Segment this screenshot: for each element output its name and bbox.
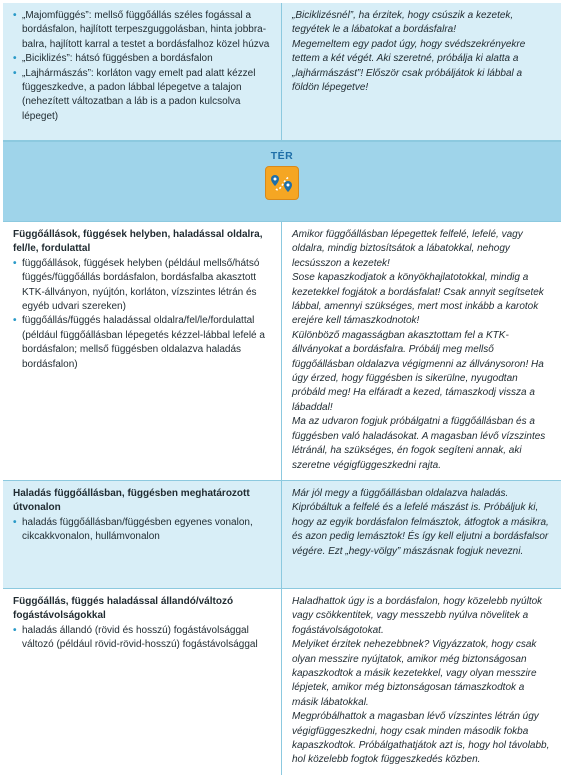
map-route-icon bbox=[265, 166, 299, 200]
instruction-text: Amikor függőállásban lépegettek felfelé, lefelé, vagy oldalra, mindig biztosítsátok a lábatokkal, nehogy lecsússzon a kezetek! bbox=[292, 229, 523, 269]
instruction-text: Megpróbálhattok a magasban lévő vízszintes létrán úgy végigfüggeszkedni, hogy csak minden második fokba kapaszkodtok. Próbálgathatjátok azt is, hogy hol távolabb, hol közelebb fogtok függeszkedés közben. bbox=[292, 711, 550, 766]
skill-heading: Függőállások, függések helyben, haladással oldalra, fel/le, fordulattal bbox=[13, 229, 263, 255]
list-item: • haladás állandó (rövid és hosszú) fogástávolsággal változó (például rövid-rövid-hosszú) fogástávolsággal bbox=[13, 624, 271, 653]
section-header bbox=[3, 141, 561, 222]
skill-cell bbox=[3, 589, 282, 775]
instruction-cell bbox=[282, 481, 561, 588]
list-item: • „Lajhármászás”: korláton vagy emelt pad alatt kézzel függeszkedve, a padon lábbal lépegetve a talajon (nehezített változatban a láb is a padon kulcsolva lépeget) bbox=[13, 67, 271, 125]
table-row bbox=[3, 481, 561, 589]
table-row bbox=[3, 3, 561, 141]
instruction-text: Megemeltem egy padot úgy, hogy svédszekrényekre tettem a két végét. Aki szeretné, próbálja ki alatta a „lajhármászást”! Először csak próbáljátok ki lábbal a földön lépegetve! bbox=[292, 38, 526, 94]
skill-heading: Függőállás, függés haladással állandó/változó fogástávolságokkal bbox=[13, 596, 234, 622]
instruction-text: Ma az udvaron fogjuk próbálgatni a függőállásban és a függésben való haladásokat. A magasban lévő vízszintes létránál, ha szükséges, én fogok segíteni annak, aki szeretne végigfüggeszkedni rajta. bbox=[292, 416, 546, 471]
list-item: • haladás függőállásban/függésben egyenes vonalon, cikcakkvonalon, hullámvonalon bbox=[13, 516, 271, 545]
skill-cell bbox=[3, 222, 282, 480]
list-item: • függőállás/függés haladással oldalra/fel/le/fordulattal (például függőállásban lépegetés kézzel-lábbal lefelé a bordásfalon; mellső függésben oldalazva haladás bordásfalon) bbox=[13, 314, 271, 372]
instruction-text: „Biciklizésnél”, ha érzitek, hogy csúszik a kezetek, tegyétek le a lábatokat a bordásfalra! bbox=[292, 10, 514, 36]
skill-cell bbox=[3, 481, 282, 588]
skill-heading: Haladás függőállásban, függésben meghatározott útvonalon bbox=[13, 488, 250, 514]
list-item: • „Majomfüggés”: mellső függőállás széles fogással a bordásfalon, hajlított terpeszguggolásban, hinta jobbra-balra, hajlított karral a testet a bordásfalhoz közel húzva bbox=[13, 9, 271, 52]
section-title: TÉR bbox=[270, 150, 294, 162]
top-right-cell bbox=[282, 3, 561, 140]
instruction-text: Haladhattok úgy is a bordásfalon, hogy közelebb nyúltok vagy csökkentitek, vagy messzebb nyúlva növelitek a fogástávolságotokat. bbox=[292, 596, 543, 636]
table-row bbox=[3, 222, 561, 481]
list-item: • „Biciklizés”: hátsó függésben a bordásfalon bbox=[13, 52, 271, 66]
instruction-cell bbox=[282, 222, 561, 480]
instruction-text: Különböző magasságban akasztottam fel a KTK-állványokat a bordásfalra. Próbálj meg mellső függőállásban oldalazva végigmenni az állványsoron! Ha úgy érzed, hogy függésben is sikerülne, nyugodtan próbáld meg! Ha elfáradt a kezed, támaszkodj vissza a lábaddal! bbox=[292, 329, 544, 413]
list-item: • függőállások, függések helyben (például mellső/hátsó függés/függőállás bordásfalon, bordásfalba akasztott KTK-állványon, nyújtón, korláton, vízszintes létrán és egyéb udvari szereken) bbox=[13, 257, 271, 315]
table-row bbox=[3, 589, 561, 775]
top-left-cell bbox=[3, 3, 282, 140]
instruction-text: Már jól megy a függőállásban oldalazva haladás. Kipróbáltuk a felfelé és a lefelé mászást is. Próbáljuk ki, hogy az egyik bordásfalon felmásztok, átfogtok a másikra, és azon pedig lemásztok! És így kell eljutni a bordásfalsor végére. Ezt „hegy-völgy” mászásnak fogjuk nevezni. bbox=[292, 488, 549, 557]
instruction-cell bbox=[282, 589, 561, 775]
activity-table bbox=[3, 3, 561, 775]
instruction-text: Sose kapaszkodjatok a könyökhajlatotokkal, mindig a kezetekkel fogjátok a bordásfalat! Csak annyit segítsetek lábbal, amennyi szükséges, mert most inkább a karotok erejére kell támaszkodnotok! bbox=[292, 272, 544, 327]
instruction-text: Melyiket érzitek nehezebbnek? Vigyázzatok, hogy csak olyan messzire nyújtatok, amikor még biztonságosan kapaszkodtok a másik kezetekkel, vagy olyan messzire lépjetek, amikor még biztonságosan támaszkodtok a másik lábatokkal. bbox=[292, 639, 537, 708]
